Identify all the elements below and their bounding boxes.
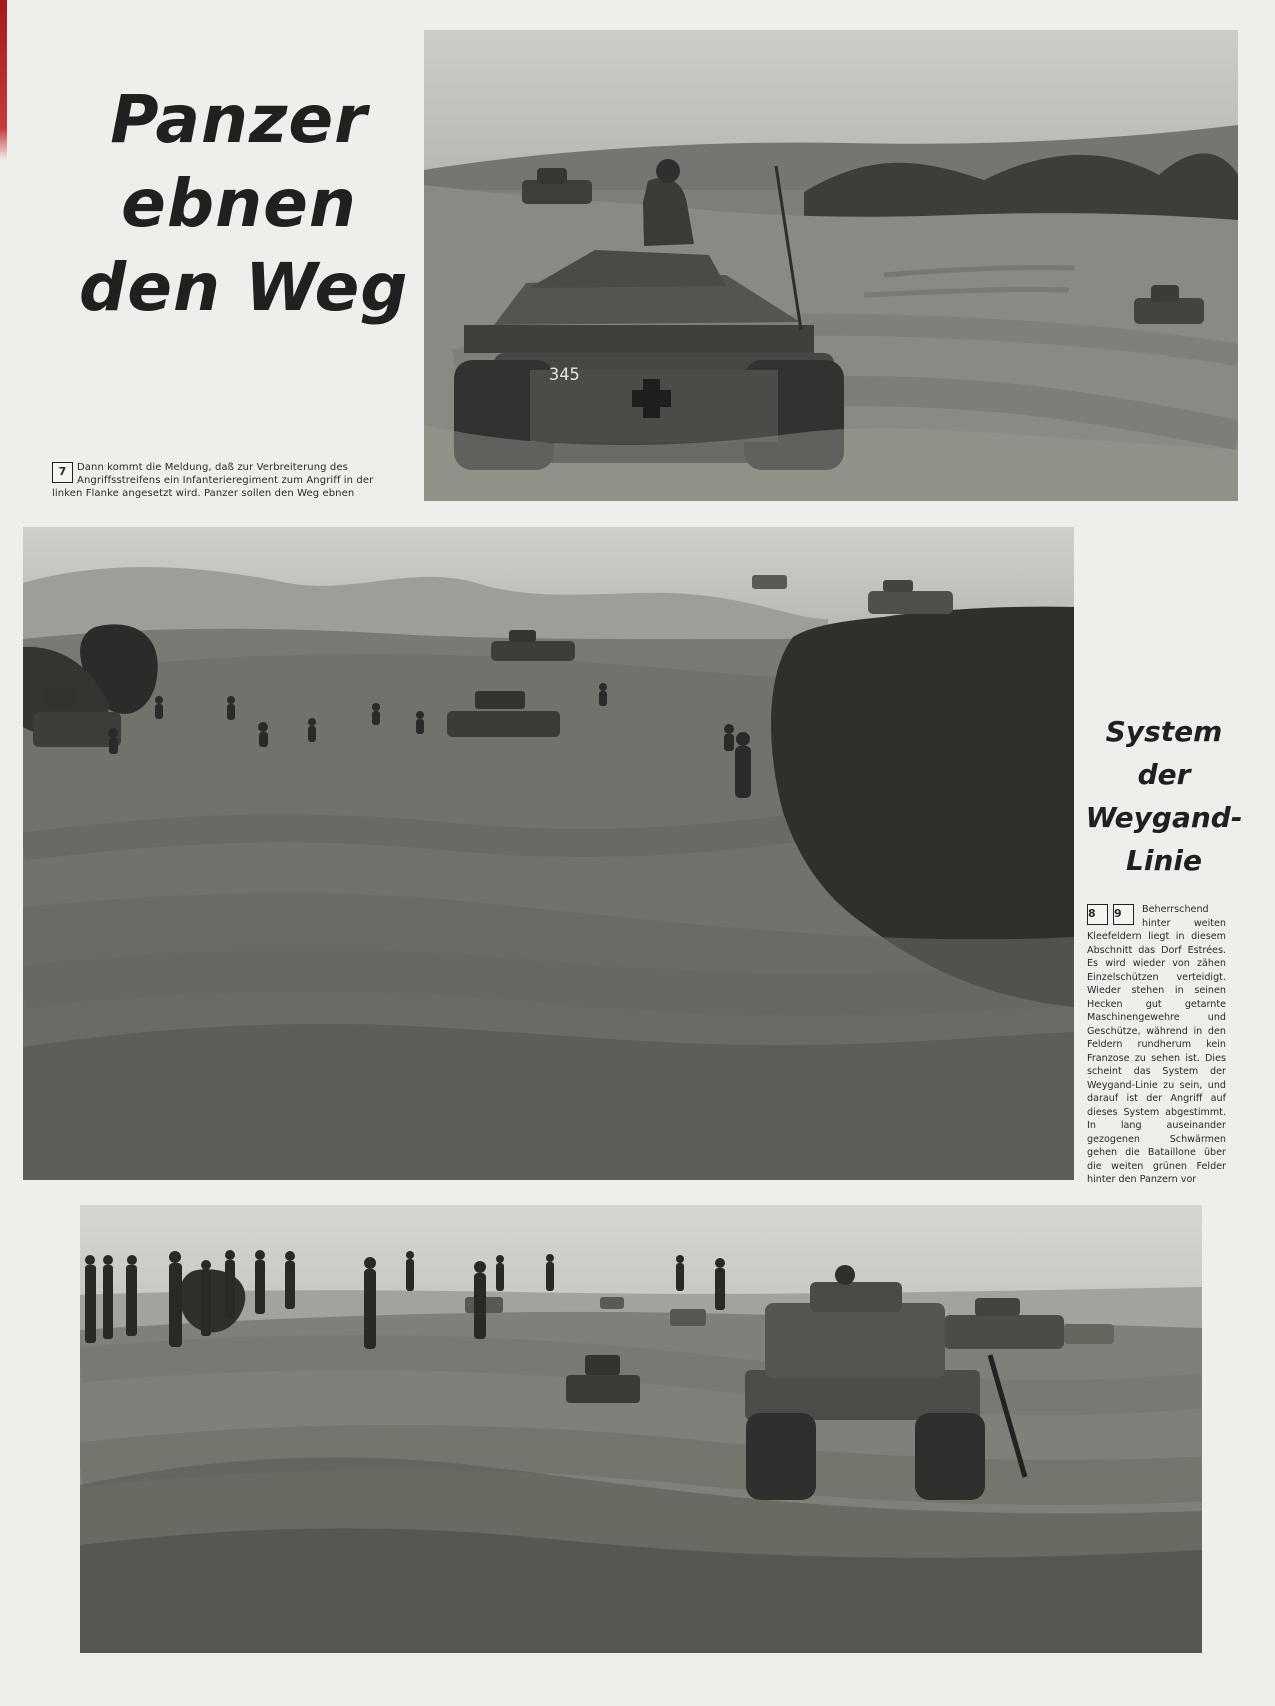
photo-tank-commander-field-image (424, 30, 1238, 501)
side-title-line-2: der (1137, 758, 1191, 791)
photo-tank-commander-field (424, 30, 1238, 501)
photo-7-caption (52, 461, 399, 500)
caption-number-8: 8 (1087, 904, 1108, 925)
photo-8-9-caption-text: Beherrschend hinter weiten Kleefeldern liegt in diesem Abschnitt das Dorf Estrées. Es wird wieder von zähen Einzelschützen verteidigt. Wieder stehen in seinen Hecken gut getarnte Maschinengewehre und Geschütze, während in den Feldern rundherum kein Franzose zu sehen ist. Dies scheint das System der Weygand-Linie zu sein, und darauf ist der Angriff auf dieses System abgestimmt. In lang auseinander gezogenen Schwärmen gehen die Bataillone über die weiten grünen Felder hinter den Panzern vor (1087, 904, 1226, 1185)
photo-infantry-advance-field-image (23, 527, 1074, 1180)
side-article-title (1074, 710, 1254, 882)
page-edge-red-strip (0, 0, 7, 160)
caption-number-9: 9 (1113, 904, 1134, 925)
headline-line-1: Panzer (110, 81, 368, 158)
photo-7-caption-text: Dann kommt die Meldung, daß zur Verbreiterung des Angriffsstreifens ein Infanterieregiment zum Angriff in der linken Flanke angesetzt wird. Panzer sollen den Weg ebnen (52, 462, 374, 499)
side-title-line-3: Weygand- (1085, 801, 1243, 834)
caption-number-7: 7 (52, 462, 73, 483)
headline-line-3: den Weg (79, 249, 409, 326)
photo-infantry-advance-field (23, 527, 1074, 1180)
tank-marking-345: 345 (549, 365, 580, 385)
page-headline (79, 78, 409, 330)
photo-tanks-infantry-clover-field (80, 1205, 1202, 1653)
side-title-line-4: Linie (1126, 844, 1202, 877)
photo-8-9-caption (1087, 903, 1226, 1187)
headline-line-2: ebnen (121, 165, 357, 242)
side-title-line-1: System (1105, 715, 1223, 748)
photo-tanks-infantry-clover-field-image (80, 1205, 1202, 1653)
